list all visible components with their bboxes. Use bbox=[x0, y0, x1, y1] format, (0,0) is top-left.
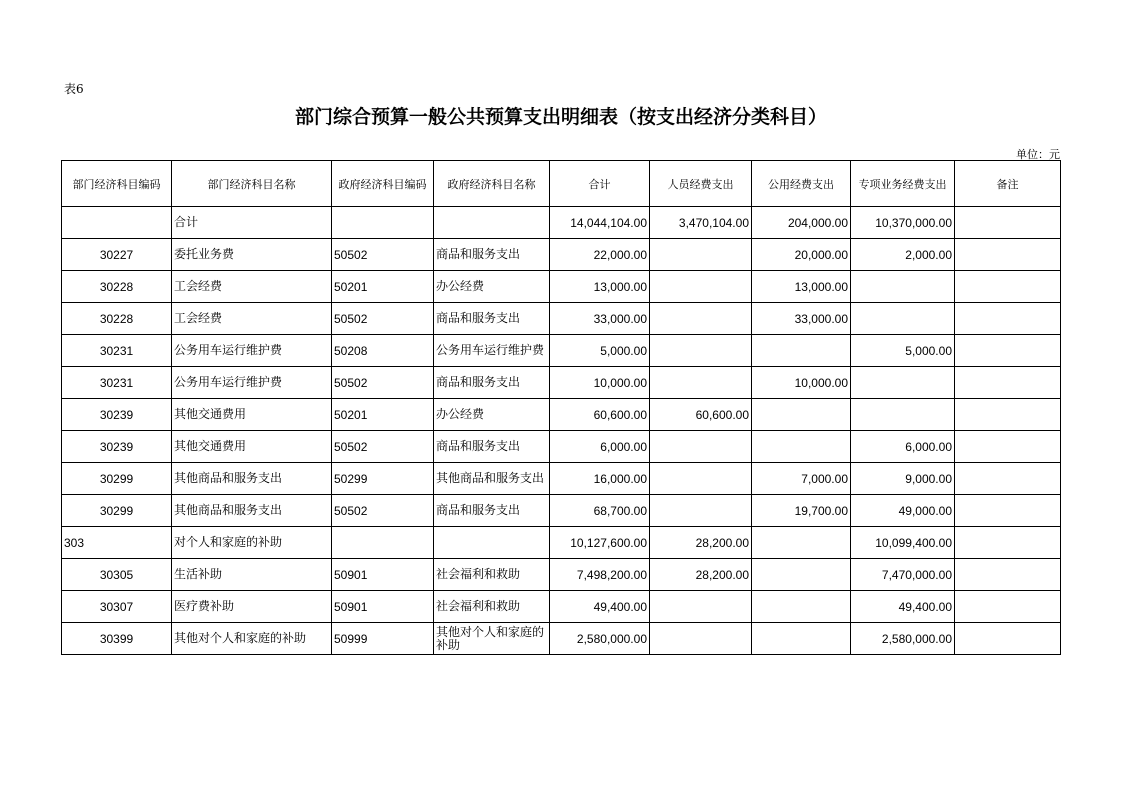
cell-gov-name: 社会福利和救助 bbox=[434, 559, 550, 591]
cell-public bbox=[752, 527, 851, 559]
cell-public: 13,000.00 bbox=[752, 271, 851, 303]
cell-dept-code: 30227 bbox=[62, 239, 172, 271]
budget-table bbox=[61, 160, 1061, 655]
cell-personnel bbox=[650, 463, 752, 495]
cell-dept-code bbox=[62, 207, 172, 239]
header-public: 公用经费支出 bbox=[752, 161, 851, 207]
table-row bbox=[62, 367, 1061, 399]
header-total: 合计 bbox=[550, 161, 650, 207]
table-row bbox=[62, 463, 1061, 495]
table-row bbox=[62, 495, 1061, 527]
cell-dept-code: 30307 bbox=[62, 591, 172, 623]
cell-total: 68,700.00 bbox=[550, 495, 650, 527]
table-row bbox=[62, 271, 1061, 303]
cell-dept-name: 其他商品和服务支出 bbox=[172, 495, 332, 527]
cell-special: 7,470,000.00 bbox=[851, 559, 955, 591]
table-row bbox=[62, 431, 1061, 463]
cell-dept-code: 30305 bbox=[62, 559, 172, 591]
cell-total: 33,000.00 bbox=[550, 303, 650, 335]
cell-dept-name: 生活补助 bbox=[172, 559, 332, 591]
cell-personnel: 3,470,104.00 bbox=[650, 207, 752, 239]
cell-total: 14,044,104.00 bbox=[550, 207, 650, 239]
cell-public bbox=[752, 623, 851, 655]
cell-dept-name: 对个人和家庭的补助 bbox=[172, 527, 332, 559]
cell-dept-name: 工会经费 bbox=[172, 303, 332, 335]
cell-public: 10,000.00 bbox=[752, 367, 851, 399]
cell-dept-code: 30239 bbox=[62, 431, 172, 463]
header-note: 备注 bbox=[955, 161, 1061, 207]
cell-public bbox=[752, 335, 851, 367]
cell-note bbox=[955, 591, 1061, 623]
header-gov-code: 政府经济科目编码 bbox=[332, 161, 434, 207]
cell-gov-code: 50201 bbox=[332, 399, 434, 431]
cell-personnel bbox=[650, 431, 752, 463]
cell-dept-code: 30299 bbox=[62, 463, 172, 495]
table-row bbox=[62, 559, 1061, 591]
unit-label: 单位：元 bbox=[1016, 148, 1060, 161]
cell-public: 19,700.00 bbox=[752, 495, 851, 527]
cell-personnel bbox=[650, 495, 752, 527]
header-gov-name: 政府经济科目名称 bbox=[434, 161, 550, 207]
cell-gov-code: 50502 bbox=[332, 495, 434, 527]
cell-special bbox=[851, 271, 955, 303]
cell-note bbox=[955, 271, 1061, 303]
cell-total: 49,400.00 bbox=[550, 591, 650, 623]
cell-gov-code: 50901 bbox=[332, 559, 434, 591]
cell-dept-name: 工会经费 bbox=[172, 271, 332, 303]
cell-gov-name: 办公经费 bbox=[434, 271, 550, 303]
cell-note bbox=[955, 463, 1061, 495]
cell-gov-code bbox=[332, 527, 434, 559]
cell-gov-code: 50208 bbox=[332, 335, 434, 367]
cell-dept-code: 303 bbox=[62, 527, 172, 559]
cell-dept-code: 30399 bbox=[62, 623, 172, 655]
cell-personnel: 28,200.00 bbox=[650, 527, 752, 559]
cell-note bbox=[955, 367, 1061, 399]
header-dept-code: 部门经济科目编码 bbox=[62, 161, 172, 207]
cell-gov-name: 其他商品和服务支出 bbox=[434, 463, 550, 495]
cell-gov-code: 50901 bbox=[332, 591, 434, 623]
cell-dept-name: 其他交通费用 bbox=[172, 431, 332, 463]
header-special: 专项业务经费支出 bbox=[851, 161, 955, 207]
cell-dept-code: 30299 bbox=[62, 495, 172, 527]
cell-gov-name: 商品和服务支出 bbox=[434, 239, 550, 271]
cell-dept-code: 30228 bbox=[62, 271, 172, 303]
cell-dept-name: 公务用车运行维护费 bbox=[172, 335, 332, 367]
cell-note bbox=[955, 559, 1061, 591]
cell-special: 10,099,400.00 bbox=[851, 527, 955, 559]
cell-note bbox=[955, 431, 1061, 463]
cell-personnel bbox=[650, 303, 752, 335]
page-title: 部门综合预算一般公共预算支出明细表（按支出经济分类科目） bbox=[294, 106, 827, 128]
cell-total: 60,600.00 bbox=[550, 399, 650, 431]
cell-personnel: 28,200.00 bbox=[650, 559, 752, 591]
cell-dept-code: 30231 bbox=[62, 335, 172, 367]
cell-special bbox=[851, 367, 955, 399]
cell-gov-name bbox=[434, 207, 550, 239]
cell-note bbox=[955, 303, 1061, 335]
cell-public: 20,000.00 bbox=[752, 239, 851, 271]
cell-gov-name: 商品和服务支出 bbox=[434, 367, 550, 399]
cell-personnel bbox=[650, 591, 752, 623]
table-row bbox=[62, 335, 1061, 367]
table-row bbox=[62, 623, 1061, 655]
cell-dept-name: 其他对个人和家庭的补助 bbox=[172, 623, 332, 655]
cell-gov-name: 办公经费 bbox=[434, 399, 550, 431]
cell-special bbox=[851, 303, 955, 335]
cell-personnel bbox=[650, 335, 752, 367]
cell-total: 10,127,600.00 bbox=[550, 527, 650, 559]
cell-special: 5,000.00 bbox=[851, 335, 955, 367]
cell-public bbox=[752, 431, 851, 463]
cell-gov-name: 公务用车运行维护费 bbox=[434, 335, 550, 367]
cell-dept-code: 30239 bbox=[62, 399, 172, 431]
cell-total: 6,000.00 bbox=[550, 431, 650, 463]
cell-public bbox=[752, 399, 851, 431]
cell-gov-code bbox=[332, 207, 434, 239]
cell-personnel bbox=[650, 367, 752, 399]
cell-personnel: 60,600.00 bbox=[650, 399, 752, 431]
header-row bbox=[62, 161, 1061, 207]
cell-public: 204,000.00 bbox=[752, 207, 851, 239]
cell-personnel bbox=[650, 623, 752, 655]
cell-note bbox=[955, 335, 1061, 367]
cell-dept-code: 30228 bbox=[62, 303, 172, 335]
cell-special: 2,000.00 bbox=[851, 239, 955, 271]
table-tag: 表6 bbox=[64, 82, 84, 96]
cell-special bbox=[851, 399, 955, 431]
table-row bbox=[62, 399, 1061, 431]
cell-total: 7,498,200.00 bbox=[550, 559, 650, 591]
cell-gov-code: 50502 bbox=[332, 431, 434, 463]
cell-gov-name: 其他对个人和家庭的补助 bbox=[434, 623, 550, 655]
cell-dept-name: 其他商品和服务支出 bbox=[172, 463, 332, 495]
cell-total: 22,000.00 bbox=[550, 239, 650, 271]
cell-gov-code: 50502 bbox=[332, 367, 434, 399]
header-dept-name: 部门经济科目名称 bbox=[172, 161, 332, 207]
cell-gov-name bbox=[434, 527, 550, 559]
cell-gov-name: 商品和服务支出 bbox=[434, 495, 550, 527]
cell-special: 49,400.00 bbox=[851, 591, 955, 623]
cell-note bbox=[955, 207, 1061, 239]
cell-note bbox=[955, 239, 1061, 271]
table-row bbox=[62, 207, 1061, 239]
cell-special: 9,000.00 bbox=[851, 463, 955, 495]
cell-public: 33,000.00 bbox=[752, 303, 851, 335]
cell-gov-code: 50201 bbox=[332, 271, 434, 303]
header-personnel: 人员经费支出 bbox=[650, 161, 752, 207]
table-row bbox=[62, 239, 1061, 271]
cell-note bbox=[955, 399, 1061, 431]
cell-public: 7,000.00 bbox=[752, 463, 851, 495]
table-row bbox=[62, 527, 1061, 559]
cell-note bbox=[955, 527, 1061, 559]
cell-special: 6,000.00 bbox=[851, 431, 955, 463]
cell-public bbox=[752, 559, 851, 591]
table-row bbox=[62, 591, 1061, 623]
table-row bbox=[62, 303, 1061, 335]
cell-special: 2,580,000.00 bbox=[851, 623, 955, 655]
cell-public bbox=[752, 591, 851, 623]
cell-total: 16,000.00 bbox=[550, 463, 650, 495]
cell-dept-name: 医疗费补助 bbox=[172, 591, 332, 623]
cell-gov-code: 50299 bbox=[332, 463, 434, 495]
cell-dept-name: 合计 bbox=[172, 207, 332, 239]
cell-note bbox=[955, 623, 1061, 655]
cell-total: 10,000.00 bbox=[550, 367, 650, 399]
cell-gov-name: 社会福利和救助 bbox=[434, 591, 550, 623]
cell-personnel bbox=[650, 271, 752, 303]
cell-gov-name: 商品和服务支出 bbox=[434, 303, 550, 335]
cell-total: 5,000.00 bbox=[550, 335, 650, 367]
cell-total: 2,580,000.00 bbox=[550, 623, 650, 655]
cell-total: 13,000.00 bbox=[550, 271, 650, 303]
cell-personnel bbox=[650, 239, 752, 271]
cell-gov-code: 50999 bbox=[332, 623, 434, 655]
cell-dept-name: 其他交通费用 bbox=[172, 399, 332, 431]
cell-dept-code: 30231 bbox=[62, 367, 172, 399]
cell-note bbox=[955, 495, 1061, 527]
cell-gov-code: 50502 bbox=[332, 239, 434, 271]
cell-special: 10,370,000.00 bbox=[851, 207, 955, 239]
table-body bbox=[62, 207, 1061, 655]
cell-dept-name: 委托业务费 bbox=[172, 239, 332, 271]
cell-special: 49,000.00 bbox=[851, 495, 955, 527]
cell-dept-name: 公务用车运行维护费 bbox=[172, 367, 332, 399]
cell-gov-code: 50502 bbox=[332, 303, 434, 335]
cell-gov-name: 商品和服务支出 bbox=[434, 431, 550, 463]
